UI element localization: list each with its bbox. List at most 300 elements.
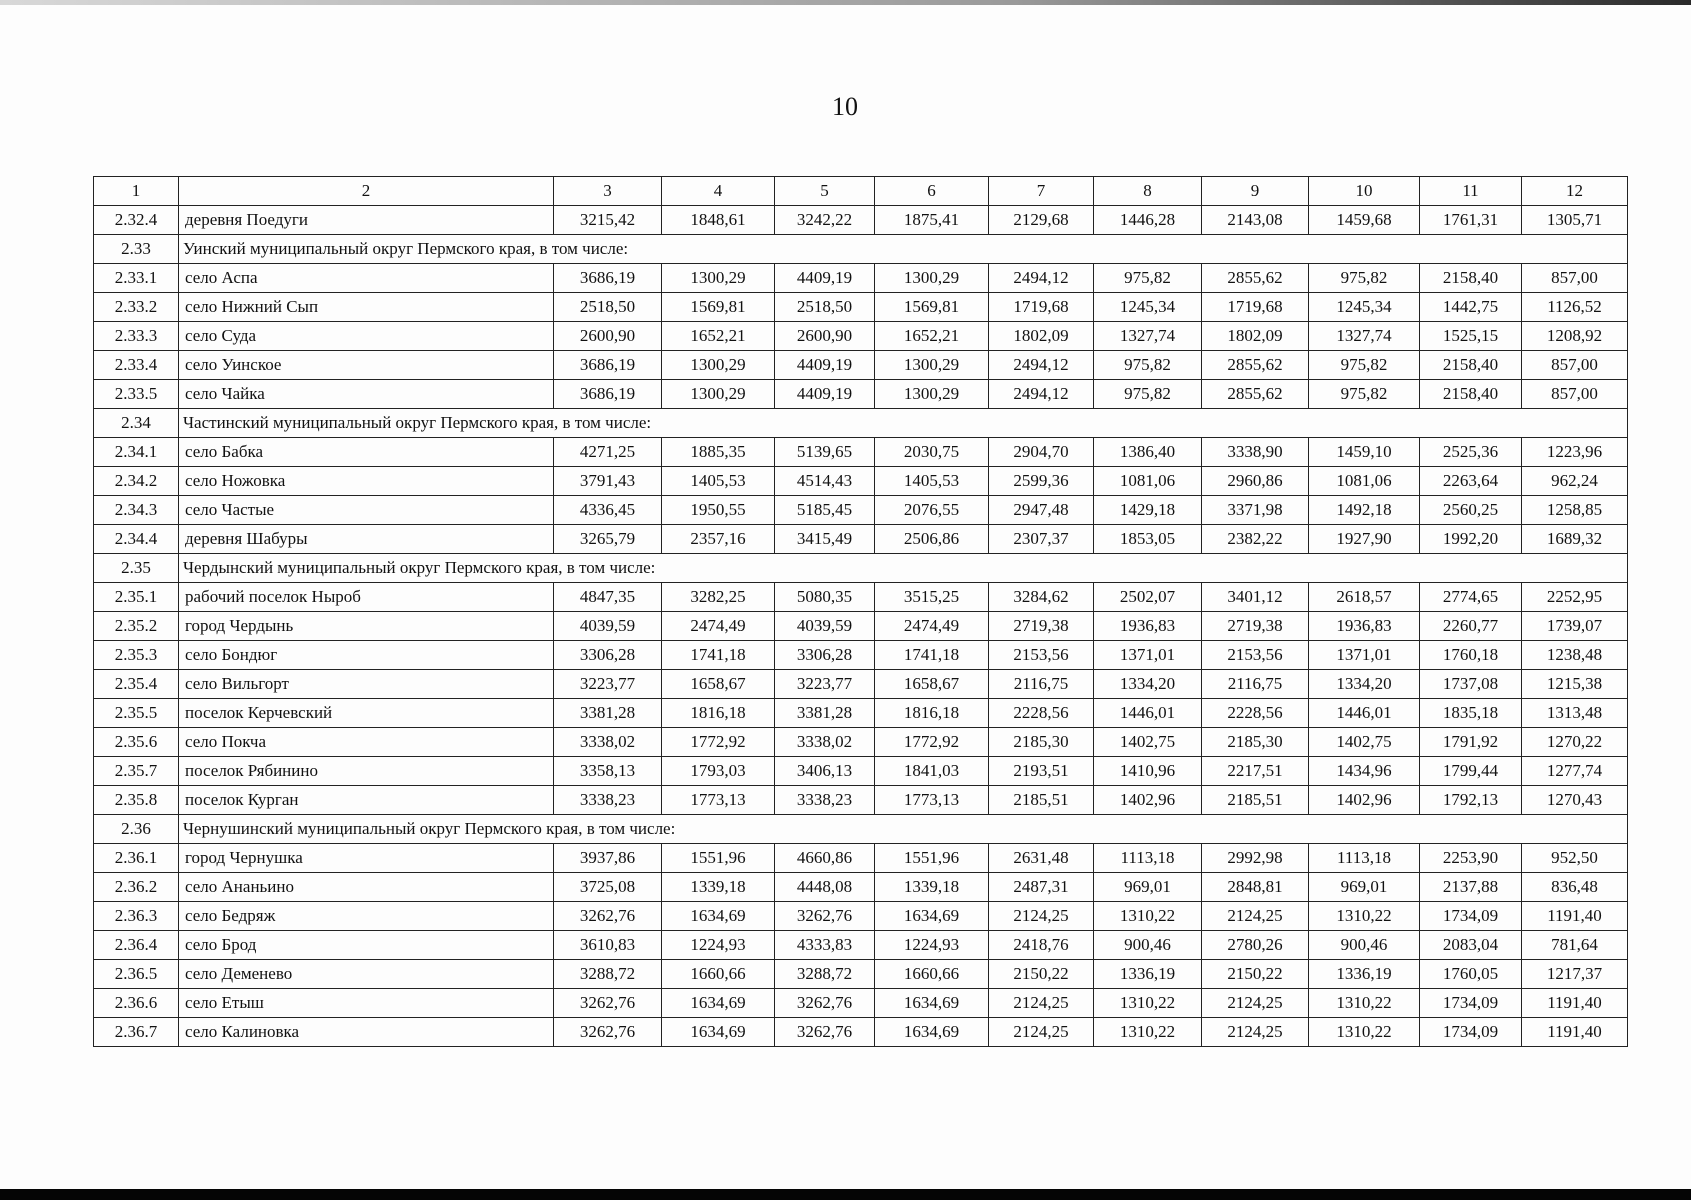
value-cell: 4409,19	[775, 264, 875, 293]
value-cell: 2150,22	[1202, 960, 1309, 989]
value-cell: 1835,18	[1420, 699, 1522, 728]
table-row	[94, 931, 1628, 960]
value-cell: 3262,76	[775, 989, 875, 1018]
row-code-cell: 2.36.2	[94, 873, 179, 902]
settlement-name-cell: деревня Шабуры	[179, 525, 554, 554]
value-cell: 1734,09	[1420, 902, 1522, 931]
column-number-cell: 10	[1309, 177, 1420, 206]
value-cell: 1841,03	[875, 757, 989, 786]
value-cell: 2418,76	[989, 931, 1094, 960]
value-cell: 2599,36	[989, 467, 1094, 496]
row-code-cell: 2.36.4	[94, 931, 179, 960]
settlement-name-cell: поселок Курган	[179, 786, 554, 815]
value-cell: 2618,57	[1309, 583, 1420, 612]
value-cell: 2185,30	[989, 728, 1094, 757]
value-cell: 1492,18	[1309, 496, 1420, 525]
row-code-cell: 2.35.5	[94, 699, 179, 728]
value-cell: 1875,41	[875, 206, 989, 235]
value-cell: 975,82	[1094, 264, 1202, 293]
table-row	[94, 583, 1628, 612]
table-row	[94, 699, 1628, 728]
value-cell: 3262,76	[554, 902, 662, 931]
value-cell: 4039,59	[775, 612, 875, 641]
table-row	[94, 293, 1628, 322]
value-cell: 2228,56	[989, 699, 1094, 728]
value-cell: 2719,38	[989, 612, 1094, 641]
value-cell: 1660,66	[662, 960, 775, 989]
value-cell: 1992,20	[1420, 525, 1522, 554]
value-cell: 1126,52	[1522, 293, 1628, 322]
value-cell: 1658,67	[875, 670, 989, 699]
value-cell: 1551,96	[662, 844, 775, 873]
value-cell: 2525,36	[1420, 438, 1522, 467]
table-row	[94, 264, 1628, 293]
row-code-cell: 2.32.4	[94, 206, 179, 235]
value-cell: 2185,51	[1202, 786, 1309, 815]
value-cell: 3937,86	[554, 844, 662, 873]
value-cell: 1334,20	[1094, 670, 1202, 699]
value-cell: 781,64	[1522, 931, 1628, 960]
column-number-row	[94, 177, 1628, 206]
row-code-cell: 2.34	[94, 409, 179, 438]
value-cell: 1300,29	[662, 264, 775, 293]
value-cell: 2719,38	[1202, 612, 1309, 641]
value-cell: 2185,30	[1202, 728, 1309, 757]
settlement-name-cell: село Ножовка	[179, 467, 554, 496]
value-cell: 1459,68	[1309, 206, 1420, 235]
table-row	[94, 438, 1628, 467]
settlement-name-cell: поселок Рябинино	[179, 757, 554, 786]
value-cell: 1339,18	[875, 873, 989, 902]
value-cell: 2116,75	[989, 670, 1094, 699]
value-cell: 857,00	[1522, 380, 1628, 409]
value-cell: 3415,49	[775, 525, 875, 554]
value-cell: 1208,92	[1522, 322, 1628, 351]
value-cell: 3223,77	[554, 670, 662, 699]
value-cell: 2143,08	[1202, 206, 1309, 235]
section-row	[94, 235, 1628, 264]
value-cell: 3262,76	[775, 902, 875, 931]
value-cell: 3515,25	[875, 583, 989, 612]
settlement-name-cell: село Деменево	[179, 960, 554, 989]
value-cell: 975,82	[1094, 380, 1202, 409]
value-cell: 1238,48	[1522, 641, 1628, 670]
value-cell: 1327,74	[1094, 322, 1202, 351]
value-cell: 3284,62	[989, 583, 1094, 612]
value-cell: 1191,40	[1522, 989, 1628, 1018]
value-cell: 2357,16	[662, 525, 775, 554]
column-number-cell: 2	[179, 177, 554, 206]
column-number-cell: 3	[554, 177, 662, 206]
value-cell: 2252,95	[1522, 583, 1628, 612]
row-code-cell: 2.35.8	[94, 786, 179, 815]
value-cell: 900,46	[1309, 931, 1420, 960]
value-cell: 1569,81	[662, 293, 775, 322]
value-cell: 3282,25	[662, 583, 775, 612]
value-cell: 2560,25	[1420, 496, 1522, 525]
value-cell: 3288,72	[554, 960, 662, 989]
value-cell: 1802,09	[1202, 322, 1309, 351]
row-code-cell: 2.33.1	[94, 264, 179, 293]
table-row	[94, 351, 1628, 380]
value-cell: 1773,13	[662, 786, 775, 815]
value-cell: 2158,40	[1420, 380, 1522, 409]
value-cell: 4660,86	[775, 844, 875, 873]
column-number-cell: 9	[1202, 177, 1309, 206]
value-cell: 1634,69	[662, 989, 775, 1018]
value-cell: 4514,43	[775, 467, 875, 496]
column-number-cell: 8	[1094, 177, 1202, 206]
value-cell: 1310,22	[1094, 1018, 1202, 1047]
scan-top-edge	[0, 0, 1691, 5]
value-cell: 1791,92	[1420, 728, 1522, 757]
value-cell: 2992,98	[1202, 844, 1309, 873]
column-number-cell: 1	[94, 177, 179, 206]
value-cell: 2150,22	[989, 960, 1094, 989]
value-cell: 2217,51	[1202, 757, 1309, 786]
table-row	[94, 206, 1628, 235]
value-cell: 1277,74	[1522, 757, 1628, 786]
value-cell: 4333,83	[775, 931, 875, 960]
value-cell: 2487,31	[989, 873, 1094, 902]
settlement-name-cell: село Бабка	[179, 438, 554, 467]
settlement-name-cell: город Чердынь	[179, 612, 554, 641]
value-cell: 1410,96	[1094, 757, 1202, 786]
value-cell: 3338,02	[554, 728, 662, 757]
value-cell: 1336,19	[1094, 960, 1202, 989]
value-cell: 1734,09	[1420, 1018, 1522, 1047]
value-cell: 1300,29	[875, 264, 989, 293]
value-cell: 1300,29	[662, 351, 775, 380]
value-cell: 1459,10	[1309, 438, 1420, 467]
value-cell: 2260,77	[1420, 612, 1522, 641]
value-cell: 1245,34	[1094, 293, 1202, 322]
value-cell: 3686,19	[554, 351, 662, 380]
value-cell: 1442,75	[1420, 293, 1522, 322]
value-cell: 1792,13	[1420, 786, 1522, 815]
value-cell: 2030,75	[875, 438, 989, 467]
value-cell: 5185,45	[775, 496, 875, 525]
value-cell: 1719,68	[1202, 293, 1309, 322]
value-cell: 4039,59	[554, 612, 662, 641]
value-cell: 1446,01	[1094, 699, 1202, 728]
value-cell: 1310,22	[1309, 989, 1420, 1018]
value-cell: 3288,72	[775, 960, 875, 989]
value-cell: 2116,75	[1202, 670, 1309, 699]
value-cell: 2083,04	[1420, 931, 1522, 960]
value-cell: 1446,28	[1094, 206, 1202, 235]
value-cell: 3791,43	[554, 467, 662, 496]
row-code-cell: 2.33.4	[94, 351, 179, 380]
table-row	[94, 496, 1628, 525]
page-number: 10	[832, 92, 858, 121]
settlement-name-cell: село Суда	[179, 322, 554, 351]
value-cell: 1313,48	[1522, 699, 1628, 728]
value-cell: 1371,01	[1094, 641, 1202, 670]
value-cell: 1525,15	[1420, 322, 1522, 351]
value-cell: 1569,81	[875, 293, 989, 322]
value-cell: 857,00	[1522, 264, 1628, 293]
value-cell: 2124,25	[1202, 989, 1309, 1018]
value-cell: 975,82	[1309, 380, 1420, 409]
value-cell: 1658,67	[662, 670, 775, 699]
column-number-cell: 11	[1420, 177, 1522, 206]
value-cell: 1336,19	[1309, 960, 1420, 989]
value-cell: 1816,18	[662, 699, 775, 728]
value-cell: 1258,85	[1522, 496, 1628, 525]
table-row	[94, 728, 1628, 757]
value-cell: 1245,34	[1309, 293, 1420, 322]
value-cell: 1429,18	[1094, 496, 1202, 525]
value-cell: 1634,69	[662, 1018, 775, 1047]
settlement-name-cell: село Уинское	[179, 351, 554, 380]
row-code-cell: 2.36.7	[94, 1018, 179, 1047]
value-cell: 969,01	[1309, 873, 1420, 902]
section-title-cell: Частинский муниципальный округ Пермского края, в том числе:	[179, 409, 1628, 438]
value-cell: 1300,29	[662, 380, 775, 409]
value-cell: 2124,25	[989, 989, 1094, 1018]
table-row	[94, 786, 1628, 815]
table-row	[94, 757, 1628, 786]
value-cell: 1936,83	[1094, 612, 1202, 641]
value-cell: 1772,92	[875, 728, 989, 757]
value-cell: 2137,88	[1420, 873, 1522, 902]
table-body	[94, 177, 1628, 1047]
value-cell: 1327,74	[1309, 322, 1420, 351]
row-code-cell: 2.36.6	[94, 989, 179, 1018]
value-cell: 5139,65	[775, 438, 875, 467]
value-cell: 2124,25	[989, 1018, 1094, 1047]
row-code-cell: 2.34.2	[94, 467, 179, 496]
value-cell: 3338,90	[1202, 438, 1309, 467]
value-cell: 1652,21	[662, 322, 775, 351]
value-cell: 1224,93	[662, 931, 775, 960]
table-row	[94, 989, 1628, 1018]
value-cell: 4271,25	[554, 438, 662, 467]
value-cell: 836,48	[1522, 873, 1628, 902]
value-cell: 1816,18	[875, 699, 989, 728]
value-cell: 1799,44	[1420, 757, 1522, 786]
row-code-cell: 2.34.3	[94, 496, 179, 525]
tariff-table	[93, 176, 1628, 1047]
value-cell: 1339,18	[662, 873, 775, 902]
section-title-cell: Чердынский муниципальный округ Пермского края, в том числе:	[179, 554, 1628, 583]
value-cell: 2124,25	[989, 902, 1094, 931]
row-code-cell: 2.36.1	[94, 844, 179, 873]
value-cell: 3406,13	[775, 757, 875, 786]
value-cell: 1434,96	[1309, 757, 1420, 786]
value-cell: 2855,62	[1202, 351, 1309, 380]
value-cell: 952,50	[1522, 844, 1628, 873]
row-code-cell: 2.33.2	[94, 293, 179, 322]
value-cell: 2780,26	[1202, 931, 1309, 960]
value-cell: 1737,08	[1420, 670, 1522, 699]
row-code-cell: 2.35.1	[94, 583, 179, 612]
row-code-cell: 2.35.3	[94, 641, 179, 670]
settlement-name-cell: село Аспа	[179, 264, 554, 293]
value-cell: 2307,37	[989, 525, 1094, 554]
value-cell: 1734,09	[1420, 989, 1522, 1018]
settlement-name-cell: село Нижний Сып	[179, 293, 554, 322]
value-cell: 1300,29	[875, 351, 989, 380]
value-cell: 1223,96	[1522, 438, 1628, 467]
row-code-cell: 2.34.1	[94, 438, 179, 467]
settlement-name-cell: деревня Поедуги	[179, 206, 554, 235]
value-cell: 2474,49	[875, 612, 989, 641]
table-row	[94, 641, 1628, 670]
value-cell: 3686,19	[554, 264, 662, 293]
value-cell: 2076,55	[875, 496, 989, 525]
value-cell: 1402,75	[1309, 728, 1420, 757]
section-row	[94, 815, 1628, 844]
settlement-name-cell: село Брод	[179, 931, 554, 960]
value-cell: 2774,65	[1420, 583, 1522, 612]
value-cell: 2382,22	[1202, 525, 1309, 554]
value-cell: 975,82	[1094, 351, 1202, 380]
value-cell: 2153,56	[989, 641, 1094, 670]
value-cell: 1848,61	[662, 206, 775, 235]
value-cell: 1853,05	[1094, 525, 1202, 554]
value-cell: 1402,96	[1094, 786, 1202, 815]
value-cell: 2494,12	[989, 351, 1094, 380]
value-cell: 975,82	[1309, 351, 1420, 380]
section-row	[94, 409, 1628, 438]
value-cell: 3401,12	[1202, 583, 1309, 612]
settlement-name-cell: село Етыш	[179, 989, 554, 1018]
value-cell: 1215,38	[1522, 670, 1628, 699]
value-cell: 2600,90	[554, 322, 662, 351]
value-cell: 1761,31	[1420, 206, 1522, 235]
row-code-cell: 2.36	[94, 815, 179, 844]
section-title-cell: Чернушинский муниципальный округ Пермского края, в том числе:	[179, 815, 1628, 844]
table-row	[94, 467, 1628, 496]
value-cell: 3686,19	[554, 380, 662, 409]
value-cell: 1371,01	[1309, 641, 1420, 670]
value-cell: 1719,68	[989, 293, 1094, 322]
value-cell: 1689,32	[1522, 525, 1628, 554]
settlement-name-cell: село Бедряж	[179, 902, 554, 931]
settlement-name-cell: рабочий поселок Ныроб	[179, 583, 554, 612]
value-cell: 962,24	[1522, 467, 1628, 496]
value-cell: 1386,40	[1094, 438, 1202, 467]
value-cell: 1270,43	[1522, 786, 1628, 815]
value-cell: 1634,69	[875, 989, 989, 1018]
value-cell: 1402,75	[1094, 728, 1202, 757]
settlement-name-cell: село Ананьино	[179, 873, 554, 902]
value-cell: 1310,22	[1309, 902, 1420, 931]
value-cell: 2506,86	[875, 525, 989, 554]
value-cell: 3610,83	[554, 931, 662, 960]
value-cell: 2228,56	[1202, 699, 1309, 728]
column-number-cell: 4	[662, 177, 775, 206]
row-code-cell: 2.34.4	[94, 525, 179, 554]
value-cell: 1191,40	[1522, 902, 1628, 931]
value-cell: 1405,53	[875, 467, 989, 496]
value-cell: 1334,20	[1309, 670, 1420, 699]
value-cell: 1446,01	[1309, 699, 1420, 728]
value-cell: 969,01	[1094, 873, 1202, 902]
value-cell: 1773,13	[875, 786, 989, 815]
value-cell: 1270,22	[1522, 728, 1628, 757]
value-cell: 2263,64	[1420, 467, 1522, 496]
value-cell: 1310,22	[1094, 902, 1202, 931]
table-row	[94, 873, 1628, 902]
value-cell: 3381,28	[554, 699, 662, 728]
table-row	[94, 1018, 1628, 1047]
row-code-cell: 2.36.5	[94, 960, 179, 989]
value-cell: 1217,37	[1522, 960, 1628, 989]
settlement-name-cell: село Чайка	[179, 380, 554, 409]
value-cell: 1772,92	[662, 728, 775, 757]
value-cell: 2947,48	[989, 496, 1094, 525]
section-row	[94, 554, 1628, 583]
row-code-cell: 2.35.4	[94, 670, 179, 699]
value-cell: 1634,69	[875, 1018, 989, 1047]
value-cell: 2904,70	[989, 438, 1094, 467]
value-cell: 1950,55	[662, 496, 775, 525]
table-row	[94, 612, 1628, 641]
value-cell: 1793,03	[662, 757, 775, 786]
row-code-cell: 2.36.3	[94, 902, 179, 931]
value-cell: 900,46	[1094, 931, 1202, 960]
value-cell: 1652,21	[875, 322, 989, 351]
value-cell: 2494,12	[989, 264, 1094, 293]
value-cell: 1739,07	[1522, 612, 1628, 641]
value-cell: 1113,18	[1094, 844, 1202, 873]
value-cell: 2193,51	[989, 757, 1094, 786]
value-cell: 1634,69	[662, 902, 775, 931]
value-cell: 2600,90	[775, 322, 875, 351]
value-cell: 2502,07	[1094, 583, 1202, 612]
value-cell: 2518,50	[775, 293, 875, 322]
value-cell: 3262,76	[775, 1018, 875, 1047]
value-cell: 3223,77	[775, 670, 875, 699]
settlement-name-cell: город Чернушка	[179, 844, 554, 873]
value-cell: 5080,35	[775, 583, 875, 612]
column-number-cell: 7	[989, 177, 1094, 206]
value-cell: 2848,81	[1202, 873, 1309, 902]
value-cell: 3338,23	[775, 786, 875, 815]
settlement-name-cell: село Покча	[179, 728, 554, 757]
settlement-name-cell: поселок Керчевский	[179, 699, 554, 728]
value-cell: 2518,50	[554, 293, 662, 322]
value-cell: 857,00	[1522, 351, 1628, 380]
value-cell: 3306,28	[775, 641, 875, 670]
value-cell: 2185,51	[989, 786, 1094, 815]
value-cell: 1802,09	[989, 322, 1094, 351]
value-cell: 1551,96	[875, 844, 989, 873]
value-cell: 1224,93	[875, 931, 989, 960]
value-cell: 1660,66	[875, 960, 989, 989]
table-row	[94, 844, 1628, 873]
value-cell: 1113,18	[1309, 844, 1420, 873]
table-row	[94, 670, 1628, 699]
value-cell: 2158,40	[1420, 264, 1522, 293]
row-code-cell: 2.35	[94, 554, 179, 583]
value-cell: 3215,42	[554, 206, 662, 235]
row-code-cell: 2.33.5	[94, 380, 179, 409]
value-cell: 4336,45	[554, 496, 662, 525]
value-cell: 2855,62	[1202, 380, 1309, 409]
value-cell: 2158,40	[1420, 351, 1522, 380]
table-row	[94, 525, 1628, 554]
row-code-cell: 2.33	[94, 235, 179, 264]
value-cell: 4847,35	[554, 583, 662, 612]
value-cell: 1305,71	[1522, 206, 1628, 235]
value-cell: 1310,22	[1094, 989, 1202, 1018]
table-row	[94, 960, 1628, 989]
value-cell: 1885,35	[662, 438, 775, 467]
